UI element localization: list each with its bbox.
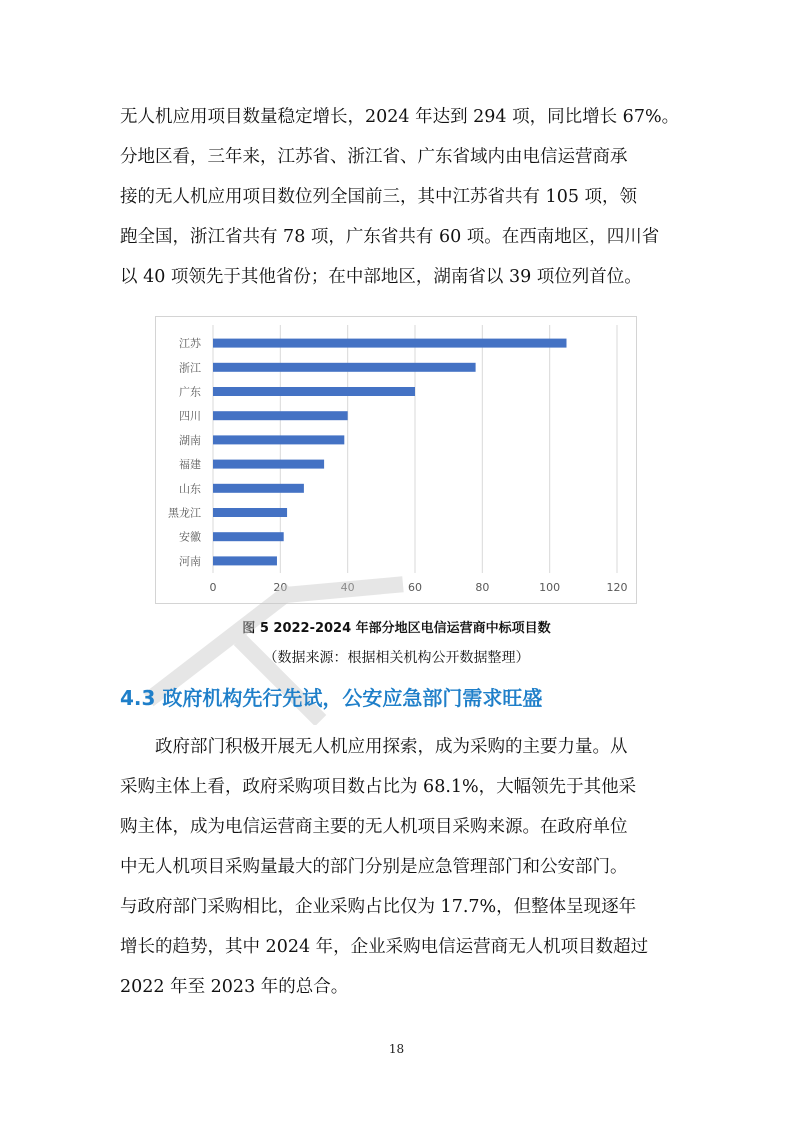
paragraph-line: 中无人机项目采购量最大的部门分别是应急管理部门和公安部门。 <box>120 857 628 877</box>
x-tick-label: 20 <box>273 581 288 594</box>
bar-浙江 <box>213 363 476 372</box>
x-tick-label: 100 <box>539 581 561 594</box>
paragraph-line: 接的无人机应用项目数位列全国前三，其中江苏省共有 105 项，领 <box>120 187 638 207</box>
x-tick-label: 0 <box>209 581 217 594</box>
category-label: 山东 <box>179 482 201 496</box>
bar-广东 <box>213 387 415 396</box>
category-label: 黑龙江 <box>168 506 201 520</box>
paragraph-line: 分地区看，三年来，江苏省、浙江省、广东省域内由电信运营商承 <box>120 147 628 167</box>
category-label: 江苏 <box>179 337 201 351</box>
bar-江苏 <box>213 339 567 348</box>
paragraph-line: 无人机应用项目数量稳定增长，2024 年达到 294 项，同比增长 67%。 <box>120 107 680 127</box>
intro-paragraph <box>120 97 680 297</box>
page-number: 18 <box>388 1042 405 1056</box>
paragraph-line: 采购主体上看，政府采购项目数占比为 68.1%，大幅领先于其他采 <box>120 777 637 797</box>
bar-湖南 <box>213 435 344 444</box>
body-paragraph <box>120 727 680 1007</box>
bar-河南 <box>213 556 277 565</box>
paragraph-line: 跑全国，浙江省共有 78 项，广东省共有 60 项。在西南地区，四川省 <box>120 227 660 247</box>
section-heading: 4.3 政府机构先行先试，公安应急部门需求旺盛 <box>120 686 543 710</box>
category-label: 福建 <box>179 458 201 472</box>
paragraph-line: 2022 年至 2023 年的总合。 <box>120 977 349 997</box>
figure-caption: 图 5 2022-2024 年部分地区电信运营商中标项目数 <box>242 621 551 636</box>
paragraph-line: 政府部门积极开展无人机应用探索，成为采购的主要力量。从 <box>120 737 628 757</box>
figure-source: （数据来源：根据相关机构公开数据整理） <box>263 650 530 666</box>
paragraph-line: 增长的趋势，其中 2024 年，企业采购电信运营商无人机项目数超过 <box>120 937 649 957</box>
paragraph-line: 购主体，成为电信运营商主要的无人机项目采购来源。在政府单位 <box>120 817 628 837</box>
category-label: 广东 <box>179 385 201 399</box>
bar-山东 <box>213 484 304 493</box>
category-label: 安徽 <box>179 530 201 544</box>
x-tick-label: 60 <box>408 581 422 594</box>
x-tick-label: 80 <box>475 581 490 594</box>
category-label: 浙江 <box>179 361 201 375</box>
category-label: 河南 <box>179 554 201 568</box>
bar-chart <box>155 316 637 604</box>
x-tick-label: 40 <box>340 581 355 594</box>
paragraph-line: 与政府部门采购相比，企业采购占比仅为 17.7%，但整体呈现逐年 <box>120 897 637 917</box>
bar-福建 <box>213 460 324 469</box>
category-label: 湖南 <box>179 433 201 447</box>
x-tick-label: 120 <box>606 581 628 594</box>
bar-黑龙江 <box>213 508 287 517</box>
bar-chart-svg <box>156 317 638 605</box>
category-label: 四川 <box>179 409 201 423</box>
bar-四川 <box>213 411 348 420</box>
bar-安徽 <box>213 532 284 541</box>
paragraph-line: 以 40 项领先于其他省份；在中部地区，湖南省以 39 项位列首位。 <box>120 267 642 287</box>
